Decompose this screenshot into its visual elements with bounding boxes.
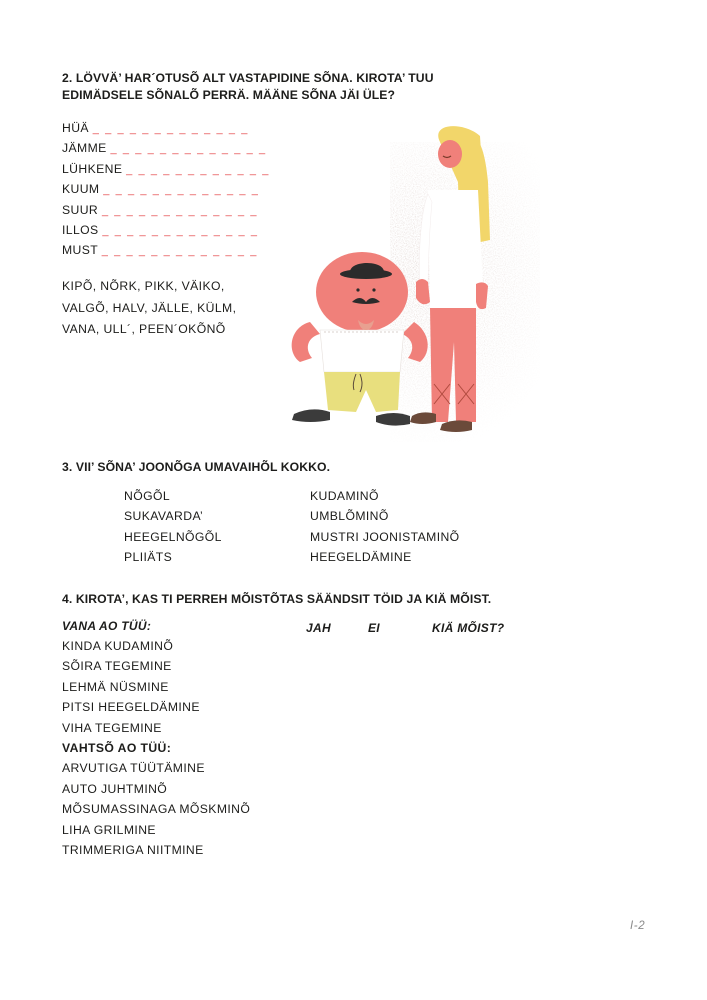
list-item <box>62 240 270 260</box>
match-right-item[interactable]: UMBLÕMINÕ <box>310 509 389 524</box>
ex2-options <box>62 276 236 341</box>
ex3-left-column <box>124 486 222 568</box>
match-left-item[interactable]: HEEGELNÕGÕL <box>124 529 222 544</box>
match-right-item[interactable]: MUSTRI JOONISTAMINÕ <box>310 529 460 544</box>
ex3-title: 3. VII’ SÕNA’ JOONÕGA UMAVAIHÕL KOKKO. <box>62 460 331 474</box>
list-item <box>62 159 270 179</box>
list-item: KINDA KUDAMINÕ <box>62 639 174 653</box>
word: ILLOS <box>62 222 99 237</box>
match-left-item[interactable]: SUKAVARDA’ <box>124 509 204 524</box>
list-item: LIHA GRILMINE <box>62 822 156 837</box>
word: HÜÄ <box>62 121 89 135</box>
column-header-who-knows: KIÄ MÕIST? <box>432 621 505 635</box>
word: JÄMME <box>62 141 107 156</box>
list-item: VIHA TEGEMINE <box>62 720 162 735</box>
options-line: KIPÕ, NÕRK, PIKK, VÄIKO, <box>62 279 225 293</box>
word: SUUR <box>62 202 99 217</box>
ex2-word-list <box>62 118 270 261</box>
ex4-title: 4. KIROTA’, KAS TI PERREH MÕISTÕTAS SÄÄNDSIT TÖID JA KIÄ MÕIST. <box>62 592 492 606</box>
match-right-item[interactable]: KUDAMINÕ <box>310 489 379 503</box>
list-item <box>62 138 270 158</box>
list-item: MÕSUMASSINAGA MÕSKMINÕ <box>62 802 251 817</box>
list-item <box>62 118 270 138</box>
new-work-header: VAHTSÕ AO TÜÜ: <box>62 740 172 755</box>
answer-blank[interactable]: _ _ _ _ _ _ _ _ _ _ _ _ _ <box>102 224 259 237</box>
match-left-item[interactable]: NÕGÕL <box>124 489 171 503</box>
page-number: I-2 <box>630 920 646 932</box>
ex2-title-line1: 2. LÖVVÄ’ HAR´OTUSÕ ALT VASTAPIDINE SÕNA. KIROTA’ TUU <box>62 71 434 85</box>
list-item <box>62 220 270 240</box>
answer-blank[interactable]: _ _ _ _ _ _ _ _ _ _ _ _ _ <box>101 245 258 258</box>
answer-blank[interactable]: _ _ _ _ _ _ _ _ _ _ _ _ _ <box>92 123 249 135</box>
list-item: PITSI HEEGELDÄMINE <box>62 700 200 715</box>
column-header-no: EI <box>368 621 380 635</box>
answer-blank[interactable]: _ _ _ _ _ _ _ _ _ _ _ _ _ <box>101 204 259 217</box>
list-item <box>62 200 270 220</box>
answer-blank[interactable]: _ _ _ _ _ _ _ _ _ _ _ _ _ <box>110 143 267 156</box>
match-right-item[interactable]: HEEGELDÄMINE <box>310 550 412 565</box>
ex3-right-column <box>310 486 460 568</box>
list-item <box>62 179 270 199</box>
list-item: ARVUTIGA TÜÜTÄMINE <box>62 761 205 776</box>
word: KUUM <box>62 182 100 197</box>
list-item: TRIMMERIGA NIITMINE <box>62 842 204 857</box>
word: LÜHKENE <box>62 161 123 176</box>
list-item: LEHMÄ NÜSMINE <box>62 679 169 694</box>
old-work-list <box>62 636 250 860</box>
answer-blank[interactable]: _ _ _ _ _ _ _ _ _ _ _ _ _ <box>103 184 260 197</box>
illustration-short-man-and-tall-woman <box>280 122 545 452</box>
answer-blank[interactable]: _ _ _ _ _ _ _ _ _ _ _ _ <box>126 163 271 176</box>
options-line: VANA, ULL´, PEEN´OKÕNÕ <box>62 322 226 336</box>
word: MUST <box>62 243 98 258</box>
options-line: VALGÕ, HALV, JÄLLE, KÜLM, <box>62 300 237 315</box>
list-item: AUTO JUHTMINÕ <box>62 781 168 796</box>
old-work-header: VANA AO TÜÜ: <box>62 619 152 633</box>
list-item: SÕIRA TEGEMINE <box>62 659 172 674</box>
ex2-title-line2: EDIMÄDSELE SÕNALÕ PERRÄ. MÄÄNE SÕNA JÄI ÜLE? <box>62 88 396 102</box>
ex2-title <box>62 70 434 104</box>
match-left-item[interactable]: PLIIÄTS <box>124 550 173 565</box>
column-header-yes: JAH <box>306 621 331 635</box>
